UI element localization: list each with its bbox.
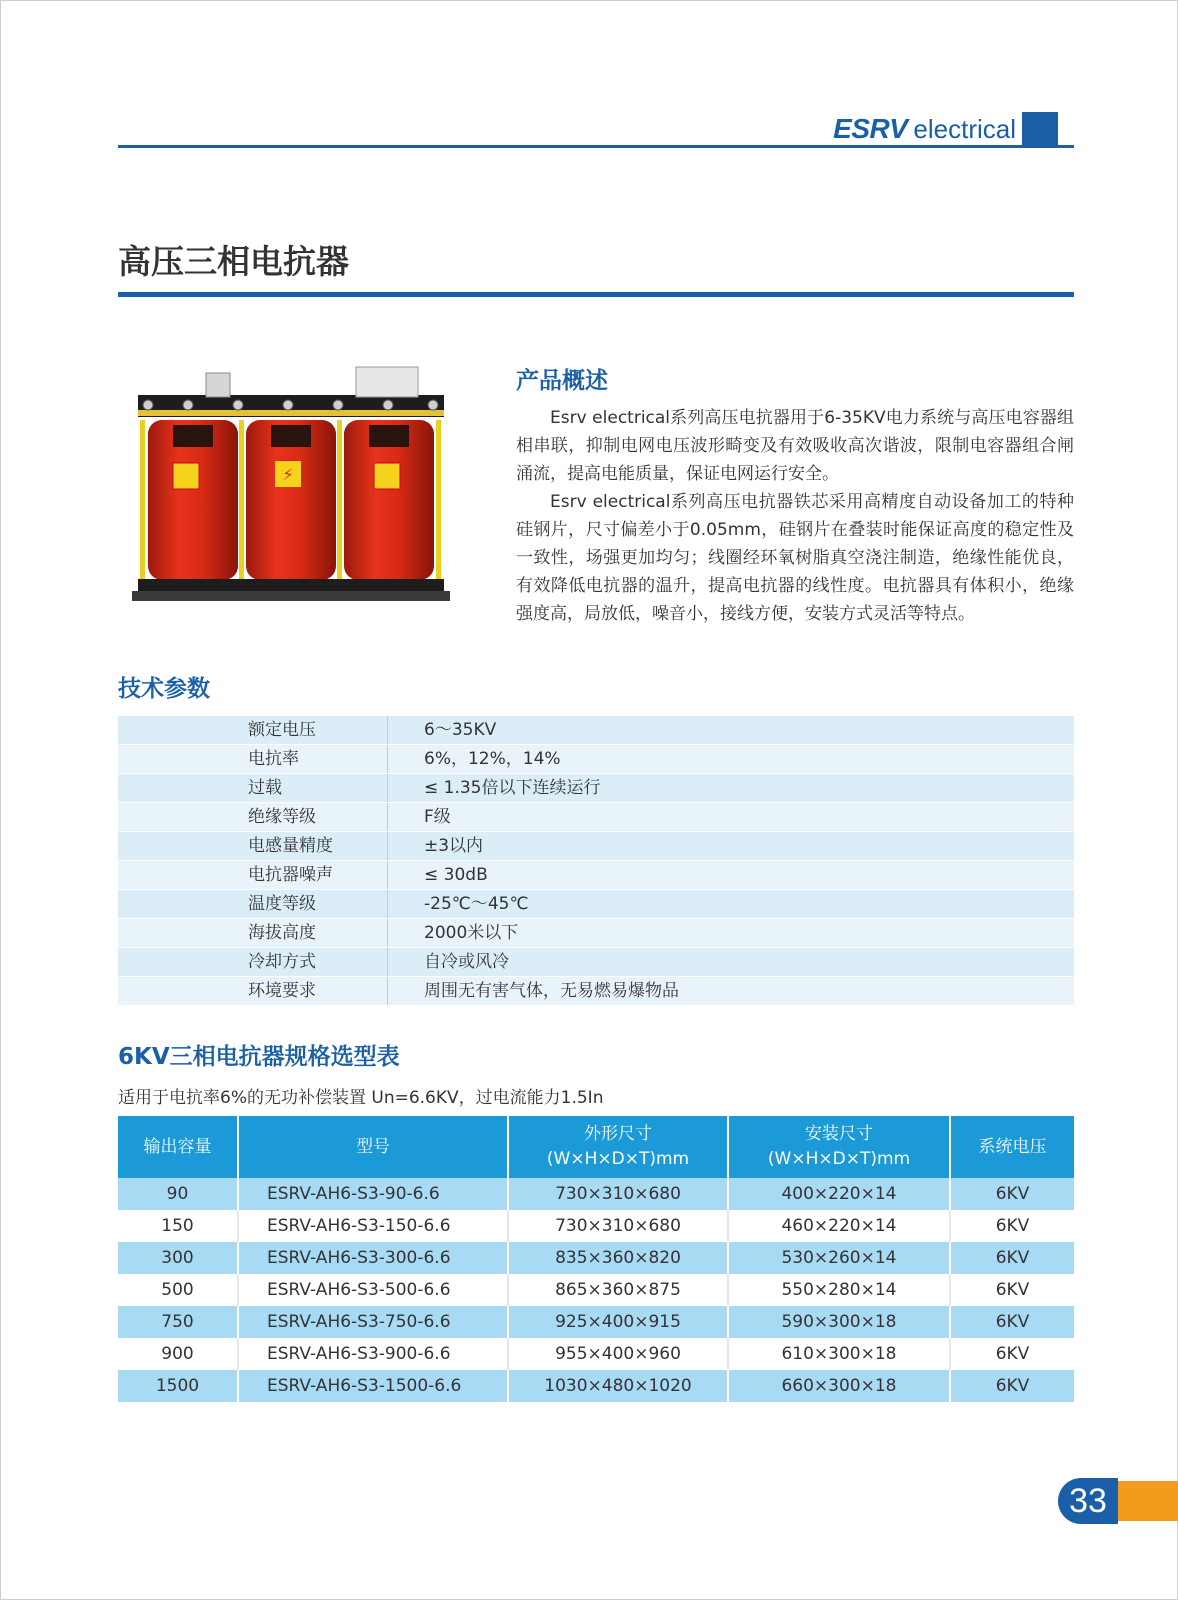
param-row: [118, 977, 1074, 1006]
cell-model: ESRV-AH6-S3-90-6.6: [238, 1178, 508, 1210]
cell-install: 660×300×18: [728, 1370, 950, 1402]
cell-install: 460×220×14: [728, 1210, 950, 1242]
cell-outline: 925×400×915: [508, 1306, 728, 1338]
param-value: F级: [424, 807, 451, 827]
cell-outline: 865×360×875: [508, 1274, 728, 1306]
param-label: 绝缘等级: [118, 803, 388, 831]
table-row: [118, 1306, 1074, 1338]
header-voltage: 系统电压: [950, 1116, 1074, 1178]
param-value: 自冷或风冷: [424, 952, 509, 972]
cell-capacity: 150: [118, 1210, 238, 1242]
cell-model: ESRV-AH6-S3-300-6.6: [238, 1242, 508, 1274]
header-outline-title: 外形尺寸: [584, 1124, 652, 1144]
header-outline-unit: (W×H×D×T)mm: [546, 1149, 690, 1169]
param-row: [118, 948, 1074, 977]
param-value: -25℃～45℃: [424, 894, 529, 914]
param-value: 2000米以下: [424, 923, 519, 943]
cell-voltage: 6KV: [950, 1370, 1074, 1402]
param-row: [118, 890, 1074, 919]
header-model: 型号: [238, 1116, 508, 1178]
param-row: [118, 861, 1074, 890]
cell-outline: 730×310×680: [508, 1178, 728, 1210]
cell-install: 400×220×14: [728, 1178, 950, 1210]
cell-model: ESRV-AH6-S3-750-6.6: [238, 1306, 508, 1338]
param-row: [118, 832, 1074, 861]
page-title: 高压三相电抗器: [118, 242, 349, 281]
param-label: 电感量精度: [118, 832, 388, 860]
cell-outline: 730×310×680: [508, 1210, 728, 1242]
table-row: [118, 1274, 1074, 1306]
brand-block: [1022, 112, 1058, 146]
cell-voltage: 6KV: [950, 1338, 1074, 1370]
header-rule: [118, 145, 1074, 148]
param-value: 周围无有害气体，无易燃易爆物品: [424, 981, 679, 1001]
tech-heading: 技术参数: [118, 676, 210, 702]
cell-capacity: 750: [118, 1306, 238, 1338]
page-number-accent: [1118, 1481, 1178, 1521]
overview-heading: 产品概述: [516, 368, 608, 394]
cell-model: ESRV-AH6-S3-150-6.6: [238, 1210, 508, 1242]
param-value: ≤ 1.35倍以下连续运行: [424, 778, 601, 798]
page-number: 33: [1058, 1478, 1118, 1524]
cell-capacity: 300: [118, 1242, 238, 1274]
param-row: [118, 774, 1074, 803]
overview-text: [516, 404, 1074, 628]
cell-voltage: 6KV: [950, 1210, 1074, 1242]
brand-logo: ESRV: [833, 113, 908, 144]
spec-subtitle: 适用于电抗率6%的无功补偿装置 Un=6.6KV，过电流能力1.5In: [118, 1088, 604, 1108]
param-value: 6%，12%，14%: [424, 749, 561, 769]
param-label: 电抗器噪声: [118, 861, 388, 889]
table-row: [118, 1178, 1074, 1210]
cell-voltage: 6KV: [950, 1178, 1074, 1210]
cell-model: ESRV-AH6-S3-1500-6.6: [238, 1370, 508, 1402]
param-value: 6～35KV: [424, 720, 497, 740]
cell-capacity: 500: [118, 1274, 238, 1306]
brand-word: electrical: [913, 113, 1016, 144]
cell-capacity: 900: [118, 1338, 238, 1370]
param-label: 冷却方式: [118, 948, 388, 976]
spec-header-row: [118, 1116, 1074, 1178]
param-row: [118, 919, 1074, 948]
page-number-badge: [1058, 1478, 1178, 1524]
param-row: [118, 716, 1074, 745]
param-row: [118, 745, 1074, 774]
cell-voltage: 6KV: [950, 1306, 1074, 1338]
cell-outline: 1030×480×1020: [508, 1370, 728, 1402]
brand-header: [833, 112, 1058, 146]
header-install-unit: (W×H×D×T)mm: [767, 1149, 911, 1169]
cell-outline: 835×360×820: [508, 1242, 728, 1274]
cell-capacity: 1500: [118, 1370, 238, 1402]
spec-heading: 6KV三相电抗器规格选型表: [118, 1044, 400, 1070]
header-outline: [508, 1116, 728, 1178]
overview-paragraph-2: Esrv electrical系列高压电抗器铁芯采用高精度自动设备加工的特种硅钢片，尺寸偏差小于0.05mm，硅钢片在叠装时能保证高度的稳定性及一致性，场强更加均匀；线圈经环氧树脂真空浇注制造，绝缘性能优良，有效降低电抗器的温升，提高电抗器的线性度。电抗器具有体积小，绝缘强度高，局放低，噪音小，接线方便，安装方式灵活等特点。: [516, 492, 1074, 624]
cell-model: ESRV-AH6-S3-900-6.6: [238, 1338, 508, 1370]
table-row: [118, 1370, 1074, 1402]
tech-params-table: [118, 716, 1074, 1006]
table-row: [118, 1242, 1074, 1274]
header-capacity: 输出容量: [118, 1116, 238, 1178]
overview-paragraph-1: Esrv electrical系列高压电抗器用于6-35KV电力系统与高压电容器组相串联，抑制电网电压波形畸变及有效吸收高次谐波，限制电容器组合闸涌流，提高电能质量，保证电网运行安全。: [516, 408, 1074, 484]
cell-capacity: 90: [118, 1178, 238, 1210]
param-label: 海拔高度: [118, 919, 388, 947]
spec-table: [118, 1116, 1074, 1402]
cell-install: 530×260×14: [728, 1242, 950, 1274]
header-install: [728, 1116, 950, 1178]
param-label: 电抗率: [118, 745, 388, 773]
product-image: [128, 365, 454, 610]
svg-text:⚡: ⚡: [282, 465, 294, 484]
header-install-title: 安装尺寸: [805, 1124, 873, 1144]
cell-model: ESRV-AH6-S3-500-6.6: [238, 1274, 508, 1306]
param-label: 过载: [118, 774, 388, 802]
cell-install: 610×300×18: [728, 1338, 950, 1370]
cell-voltage: 6KV: [950, 1242, 1074, 1274]
param-label: 环境要求: [118, 977, 388, 1005]
param-label: 温度等级: [118, 890, 388, 918]
table-row: [118, 1210, 1074, 1242]
cell-install: 590×300×18: [728, 1306, 950, 1338]
param-row: [118, 803, 1074, 832]
title-rule: [118, 292, 1074, 297]
table-row: [118, 1338, 1074, 1370]
cell-outline: 955×400×960: [508, 1338, 728, 1370]
param-label: 额定电压: [118, 716, 388, 744]
cell-install: 550×280×14: [728, 1274, 950, 1306]
param-value: ≤ 30dB: [424, 865, 488, 885]
param-value: ±3以内: [424, 836, 484, 856]
cell-voltage: 6KV: [950, 1274, 1074, 1306]
